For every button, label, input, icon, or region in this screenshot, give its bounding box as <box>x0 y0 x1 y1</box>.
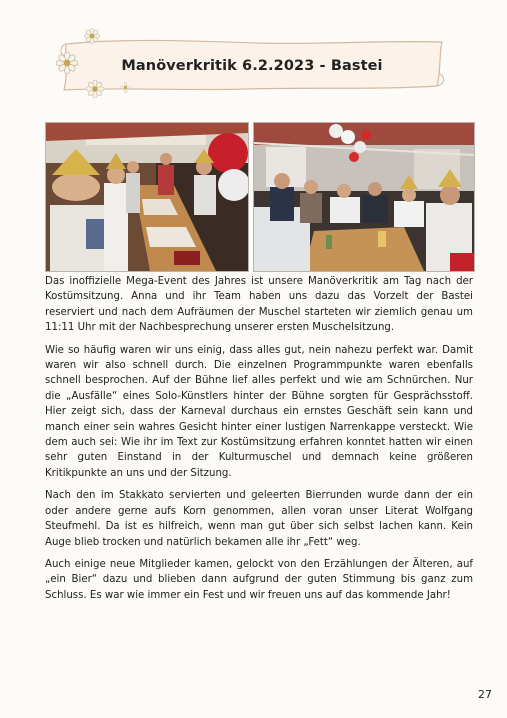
party-tent-photo <box>253 122 475 272</box>
daisy-icon <box>56 52 78 74</box>
article-body <box>45 274 473 610</box>
carnival-group-photo <box>45 122 249 272</box>
paragraph: Wie so häufig waren wir uns einig, dass alles gut, nein nahezu perfekt war. Damit waren wir also schnell durch. Die einzelnen Programmpunkte waren ebenfalls schnell besprochen. Auf der Bühne lief alles perfekt und wie am Schnürchen. Nur die „Ausfälle“ eines Solo-Künstlers hinter der Bühne sorgten für Gesprächsstoff. Hier zeigt sich, dass der Karneval durchaus ein ernstes Geschäft sein kann und manch einer sein wahres Gesicht hinter einer lustigen Narrenkappe versteckt. Wie dem auch sei: Wie ihr im Text zur Kostümsitzung erfahren konntet hatten wir einen sehr guten Einstand in der Kulturmuschel und demnach keine größeren Kritikpunkte an uns und der Sitzung. <box>45 344 473 479</box>
title-banner <box>56 34 448 98</box>
paragraph: Auch einige neue Mitglieder kamen, gelockt von den Erzählungen der Älteren, auf „ein Bier“ dazu und blieben dann aufgrund der guten Stimmung bis ganz zum Schluss. Es war wie immer ein Fest und wir freuen uns auf das kommende Jahr! <box>45 558 473 601</box>
page-number: 27 <box>478 688 492 701</box>
daisy-icon <box>86 80 104 98</box>
paragraph: Nach den im Stakkato servierten und geleerten Bierrunden wurde dann der ein oder andere gerne aufs Korn genommen, allen voran unser Literat Wolfgang Steufmehl. Da ist es hilfreich, wenn man gut über sich selbst lachen kann. Kein Auge blieb trocken und natürlich bekamen alle ihr „Fett“ weg. <box>45 490 473 548</box>
daisy-icon <box>120 82 131 93</box>
page-title: Manöverkritik 6.2.2023 - Bastei <box>121 58 383 74</box>
paragraph: Das inoffizielle Mega-Event des Jahres ist unsere Manöverkritik am Tag nach der Kostümsitzung. Anna und ihr Team haben uns dazu das Vorzelt der Bastei reserviert und nach dem Aufräumen der Muschel starteten wir ziemlich genau um 11:11 Uhr mit der Nachbesprechung unserer ersten Muschelsitzung. <box>45 276 473 334</box>
daisy-icon <box>84 28 100 44</box>
